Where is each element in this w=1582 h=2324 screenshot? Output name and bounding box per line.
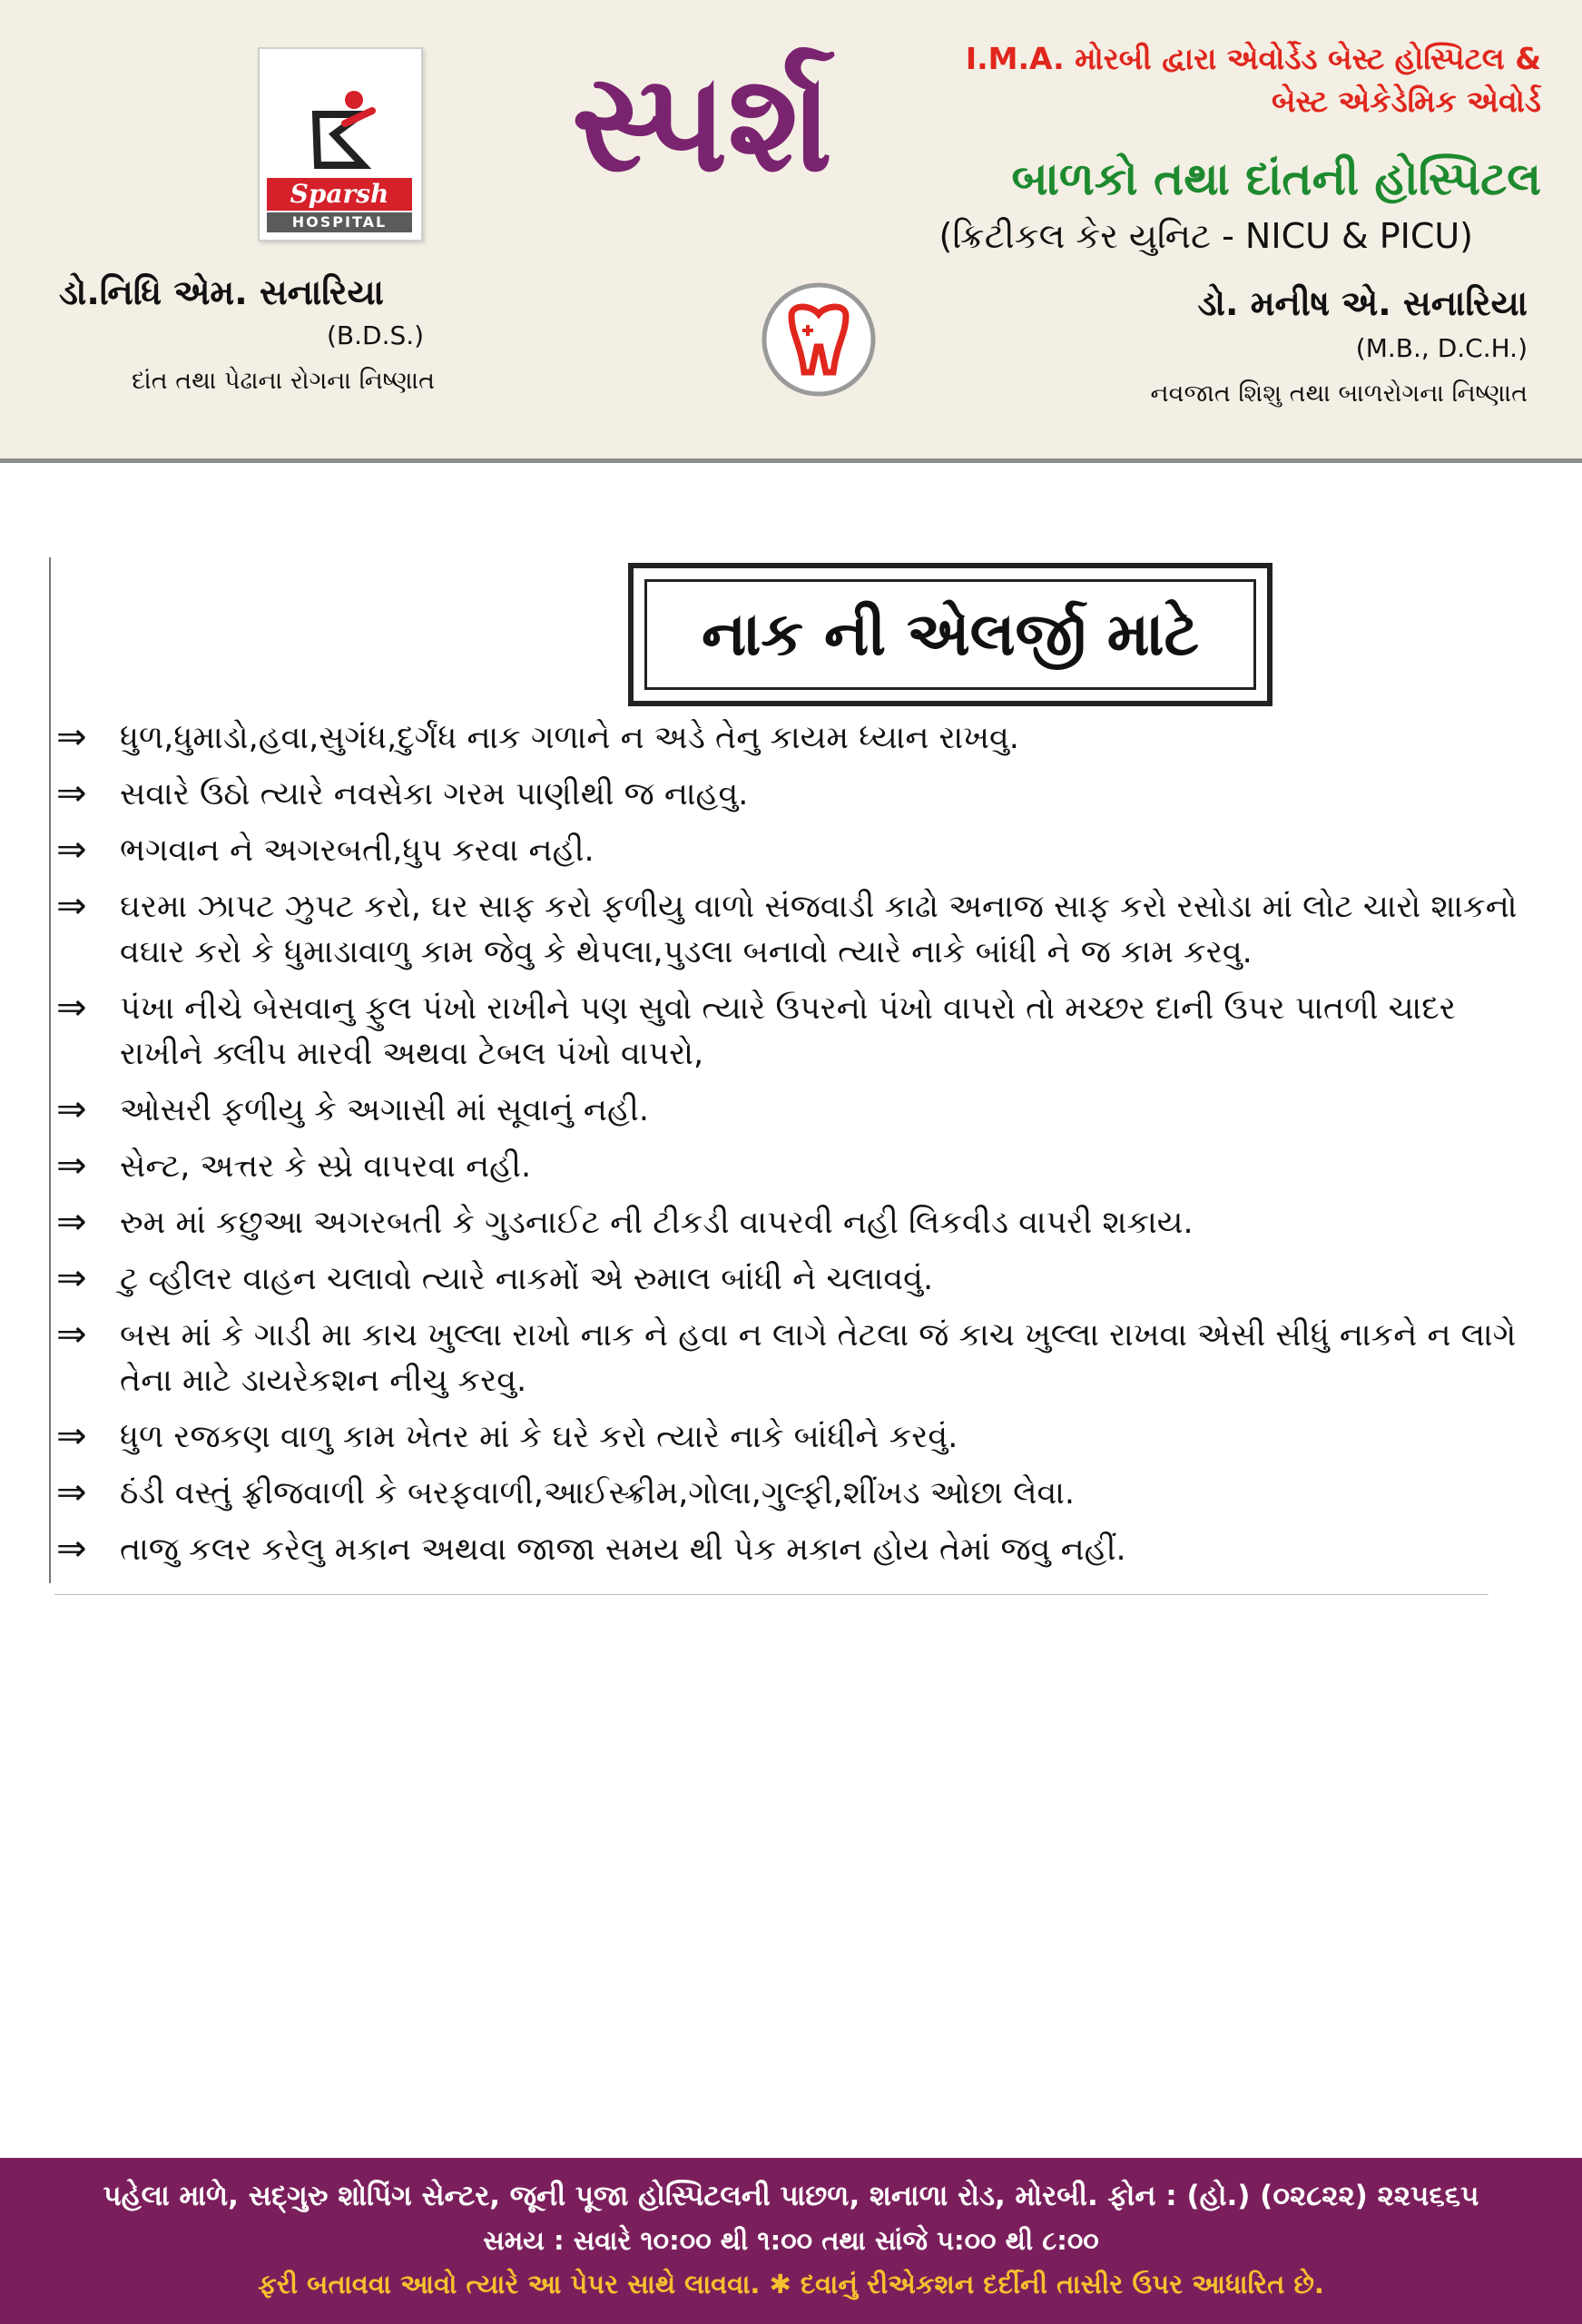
doctor-left-speciality: દાંત તથા પેઢાના રોગના નિષ્ણાત bbox=[132, 367, 436, 395]
footer-address: પહેલા માળે, સદ્ગુરુ શોપિંગ સેન્ટર, જૂની પૂજા હોસ્પિટલની પાછળ, શનાળા રોડ, મોરબી. ફોન : (હો.) (૦૨૮૨૨) ૨૨૫૬૬૫ bbox=[103, 2180, 1479, 2212]
doctor-right-name: ડો. મનીષ એ. સનારિયા bbox=[1197, 283, 1528, 323]
arrow-icon: ⇒ bbox=[56, 716, 87, 758]
hospital-subtitle: (ક્રિટીકલ કેર યુનિટ - NICU & PICU) bbox=[938, 216, 1473, 256]
doctor-left bbox=[59, 272, 435, 396]
logo-subtext: HOSPITAL bbox=[267, 212, 412, 232]
list-item-text: રુમ માં કછુઆ અગરબતી કે ગુડનાઈટ ની ટીકડી વાપરવી નહી લિકવીડ વાપરી શકાય. bbox=[120, 1205, 1194, 1241]
brand-name: સ્પર્શ bbox=[572, 43, 833, 202]
list-item-text: ભગવાન ને અગરબતી,ધુપ કરવા નહી. bbox=[120, 832, 594, 869]
award-line-1: I.M.A. મોરબી દ્વારા એવોર્ડેડ બેસ્ટ હોસ્પિટલ & bbox=[965, 41, 1541, 76]
doctor-left-name: ડો.નિધિ એમ. સનારિયા bbox=[59, 272, 384, 312]
list-item bbox=[56, 1200, 1536, 1246]
arrow-icon: ⇒ bbox=[56, 1088, 87, 1130]
sparsh-hospital-logo bbox=[258, 47, 423, 241]
logo-word: Sparsh bbox=[267, 178, 412, 211]
list-item bbox=[56, 1313, 1536, 1403]
list-item bbox=[56, 1414, 1536, 1460]
content-bottom-line bbox=[54, 1594, 1489, 1595]
title-inner-frame bbox=[644, 579, 1256, 690]
list-item bbox=[56, 828, 1536, 873]
list-item bbox=[56, 986, 1536, 1077]
list-item bbox=[56, 1256, 1536, 1302]
title-frame bbox=[628, 563, 1272, 706]
page-title: નાક ની એલર્જી માટે bbox=[702, 598, 1199, 669]
list-item-text: સવારે ઉઠો ત્યારે નવસેકા ગરમ પાણીથી જ નાહવુ. bbox=[120, 776, 749, 812]
list-item bbox=[56, 884, 1536, 975]
arrow-icon: ⇒ bbox=[56, 885, 87, 927]
list-item-text: ઘરમા ઝાપટ ઝુપટ કરો, ઘર સાફ કરો ફળીયુ વાળો સંજવાડી કાઢો અનાજ સાફ કરો રસોડા માં લોટ ચારો શાકનો વઘાર કરો કે ધુમાડાવાળુ કામ જેવુ કે થેપલા,પુડલા બનાવો ત્યારે નાકે બાંધી ને જ કામ કરવુ. bbox=[120, 889, 1518, 970]
list-item bbox=[56, 1088, 1536, 1133]
doctor-right-degree: (M.B., D.C.H.) bbox=[1355, 333, 1528, 363]
advice-list bbox=[56, 715, 1536, 1583]
list-item-text: ધુળ,ધુમાડો,હવા,સુગંધ,દુર્ગંધ નાક ગળાને ન અડે તેનુ કાયમ ધ્યાન રાખવુ. bbox=[120, 720, 1019, 756]
arrow-icon: ⇒ bbox=[56, 1314, 87, 1355]
letterhead-header bbox=[0, 0, 1582, 458]
arrow-icon: ⇒ bbox=[56, 829, 87, 871]
list-item-text: ઓસરી ફળીયુ કે અગાસી માં સૂવાનું નહી. bbox=[120, 1092, 649, 1128]
award-line-2: બેસ્ટ એકેડેમિક એવોર્ડ bbox=[1271, 84, 1541, 119]
arrow-icon: ⇒ bbox=[56, 773, 87, 814]
list-item bbox=[56, 772, 1536, 817]
logo-figure-icon bbox=[298, 87, 385, 174]
letterhead-footer bbox=[0, 2158, 1582, 2324]
doctor-left-degree: (B.D.S.) bbox=[327, 320, 425, 350]
list-item-text: ટુ વ્હીલર વાહન ચલાવો ત્યારે નાકમોં એ રુમાલ બાંધી ને ચલાવવું. bbox=[120, 1261, 934, 1297]
footer-timing: સમય : સવારે ૧૦:૦૦ થી ૧:૦૦ તથા સાંજે ૫:૦૦ થી ૮:૦૦ bbox=[483, 2225, 1099, 2256]
list-item bbox=[56, 1471, 1536, 1516]
list-item-text: સેન્ટ, અત્તર કે સ્પ્રે વાપરવા નહી. bbox=[120, 1148, 532, 1185]
list-item-text: ઠંડી વસ્તું ફ્રીજવાળી કે બરફવાળી,આઈસ્ક્રીમ,ગોલા,ગુલ્ફી,શીંખડ ઓછા લેવા. bbox=[120, 1475, 1076, 1512]
footer-note: ફરી બતાવવા આવો ત્યારે આ પેપર સાથે લાવવા. ✱ દવાનું રીએકશન દર્દીની તાસીર ઉપર આધારિત છે. bbox=[258, 2269, 1324, 2299]
arrow-icon: ⇒ bbox=[56, 1257, 87, 1299]
list-item bbox=[56, 1144, 1536, 1189]
doctor-right bbox=[1151, 283, 1528, 409]
list-item bbox=[56, 715, 1536, 761]
arrow-icon: ⇒ bbox=[56, 1528, 87, 1570]
list-item bbox=[56, 1527, 1536, 1572]
header-divider bbox=[0, 458, 1582, 463]
list-item-text: બસ માં કે ગાડી મા કાચ ખુલ્લા રાખો નાક ને હવા ન લાગે તેટલા જં કાચ ખુલ્લા રાખવા એસી સીધું નાકને ન લાગે તેના માટે ડાયરેકશન નીચુ કરવુ. bbox=[120, 1317, 1517, 1399]
doctor-right-speciality: નવજાત શિશુ તથા બાળરોગના નિષ્ણાત bbox=[1150, 379, 1528, 408]
arrow-icon: ⇒ bbox=[56, 1472, 87, 1513]
arrow-icon: ⇒ bbox=[56, 987, 87, 1029]
arrow-icon: ⇒ bbox=[56, 1145, 87, 1187]
arrow-icon: ⇒ bbox=[56, 1201, 87, 1243]
list-item-text: પંખા નીચે બેસવાનુ ફુલ પંખો રાખીને પણ સુવો ત્યારે ઉપરનો પંખો વાપરો તો મચ્છર દાની ઉપર પાતળી ચાદર રાખીને ક્લીપ મારવી અથવા ટેબલ પંખો વાપરો, bbox=[120, 990, 1456, 1072]
list-item-text: તાજુ કલર કરેલુ મકાન અથવા જાજા સમય થી પેક મકાન હોય તેમાં જવુ નહીં. bbox=[120, 1531, 1126, 1568]
arrow-icon: ⇒ bbox=[56, 1415, 87, 1457]
margin-line bbox=[49, 557, 51, 1583]
hospital-name: બાળકો તથા દાંતની હોસ્પિટલ bbox=[1011, 153, 1541, 205]
tooth-emblem-icon bbox=[757, 278, 880, 401]
list-item-text: ધુળ રજકણ વાળુ કામ ખેતર માં કે ઘરે કરો ત્યારે નાકે બાંધીને કરવું. bbox=[120, 1419, 958, 1455]
